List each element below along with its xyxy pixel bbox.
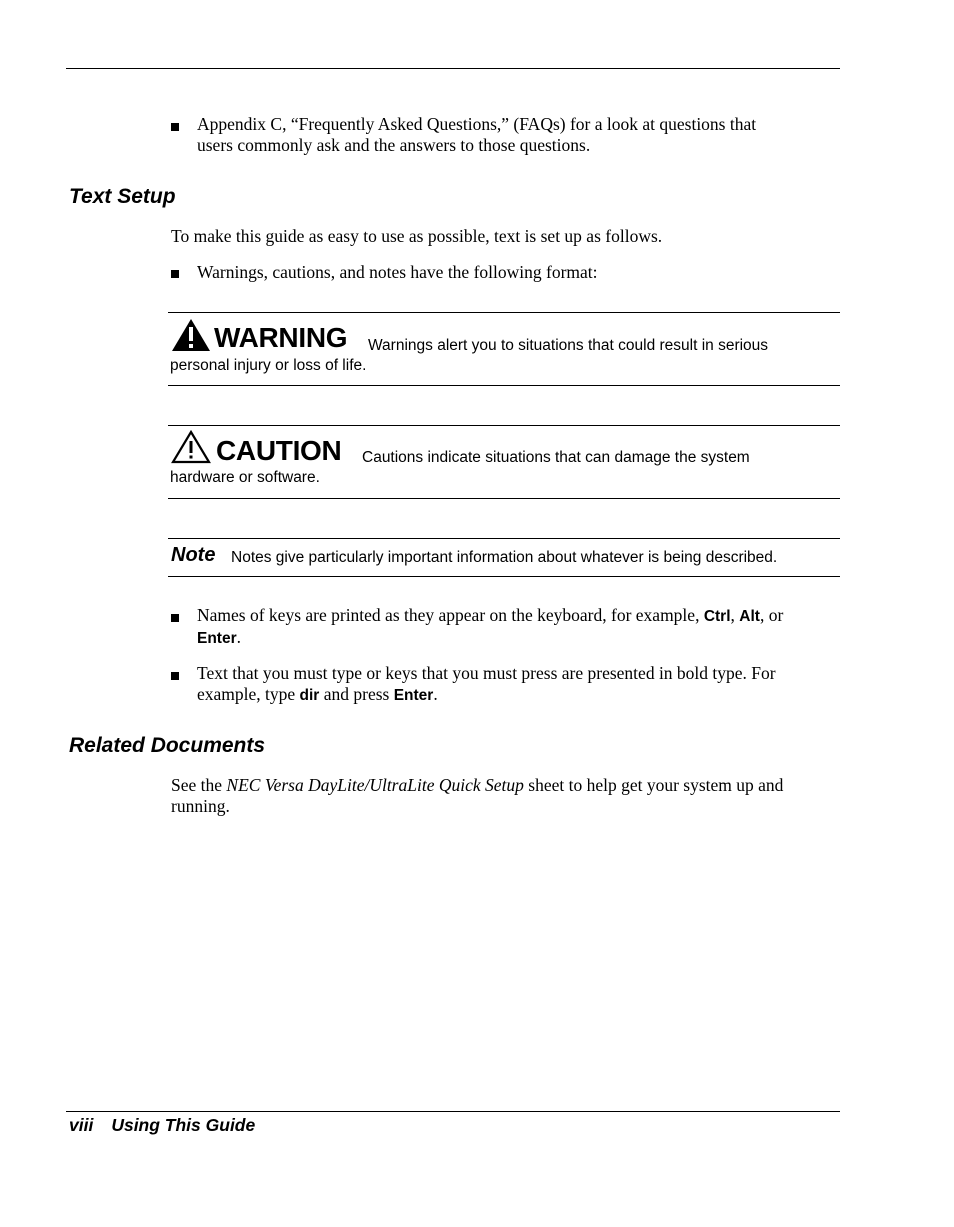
warning-label: WARNING — [214, 322, 348, 353]
related-documents-text — [171, 775, 851, 817]
note-text: Notes give particularly important information about whatever is being described. — [231, 549, 778, 566]
warning-triangle-icon — [171, 318, 211, 352]
key-enter: Enter — [197, 630, 237, 647]
related-prefix: See the — [171, 775, 227, 795]
caution-label: CAUTION — [216, 435, 342, 466]
type-line-1: Text that you must type or keys that you must press are presented in bold type. For — [197, 663, 776, 683]
warning-text-line-1: Warnings alert you to situations that could result in serious — [368, 337, 769, 354]
key-alt: Alt — [739, 608, 760, 625]
related-documents-heading: Related Documents — [69, 734, 266, 757]
text-setup-intro: To make this guide as easy to use as possible, text is set up as follows. — [171, 226, 663, 246]
text-setup-heading: Text Setup — [69, 185, 176, 208]
caution-bottom-rule — [168, 498, 840, 499]
bullet-marker — [171, 270, 179, 278]
warning-bottom-rule — [168, 385, 840, 386]
footer — [69, 1115, 255, 1136]
key-enter: Enter — [393, 687, 434, 704]
type-line-2-prefix: example, type — [197, 684, 300, 704]
command-dir: dir — [299, 687, 320, 704]
caution-text-line-2: hardware or software. — [170, 469, 320, 486]
bullet-marker — [171, 614, 179, 622]
key-ctrl: Ctrl — [703, 608, 731, 625]
caution-triangle-icon — [171, 430, 211, 464]
bullet-marker — [171, 672, 179, 680]
footer-section-title: Using This Guide — [111, 1115, 256, 1135]
keys-sep-1: , — [730, 605, 740, 625]
note-box — [170, 542, 838, 572]
related-doc-title: NEC Versa DayLite/UltraLite Quick Setup — [226, 775, 524, 795]
footer-rule — [66, 1111, 840, 1112]
related-suffix: sheet to help get your system up and — [523, 775, 784, 795]
keys-end: . — [236, 627, 241, 647]
warning-box — [170, 316, 838, 382]
appendix-line-1: Appendix C, “Frequently Asked Questions,” (FAQs) for a look at questions that — [197, 114, 757, 134]
format-bullet-text: Warnings, cautions, and notes have the following format: — [197, 262, 598, 282]
note-label: Note — [171, 544, 216, 566]
bullet-marker — [171, 123, 179, 131]
appendix-bullet-text — [197, 114, 847, 156]
caution-box — [170, 429, 838, 495]
warning-top-rule — [168, 312, 840, 313]
keys-bullet-text — [197, 605, 847, 649]
keys-line-prefix: Names of keys are printed as they appear on the keyboard, for example, — [197, 605, 704, 625]
caution-text-line-1: Cautions indicate situations that can damage the system — [362, 449, 750, 466]
related-line-2: running. — [171, 796, 230, 816]
caution-top-rule — [168, 425, 840, 426]
keys-sep-2: , or — [759, 605, 784, 625]
note-bottom-rule — [168, 576, 840, 577]
type-line-2-end: . — [433, 684, 438, 704]
type-line-2-mid: and press — [319, 684, 394, 704]
note-top-rule — [168, 538, 840, 539]
header-rule — [66, 68, 840, 69]
type-bullet-text — [197, 663, 847, 706]
warning-text-line-2: personal injury or loss of life. — [170, 357, 367, 374]
footer-page-number: viii — [69, 1115, 94, 1135]
appendix-line-2: users commonly ask and the answers to those questions. — [197, 135, 591, 155]
